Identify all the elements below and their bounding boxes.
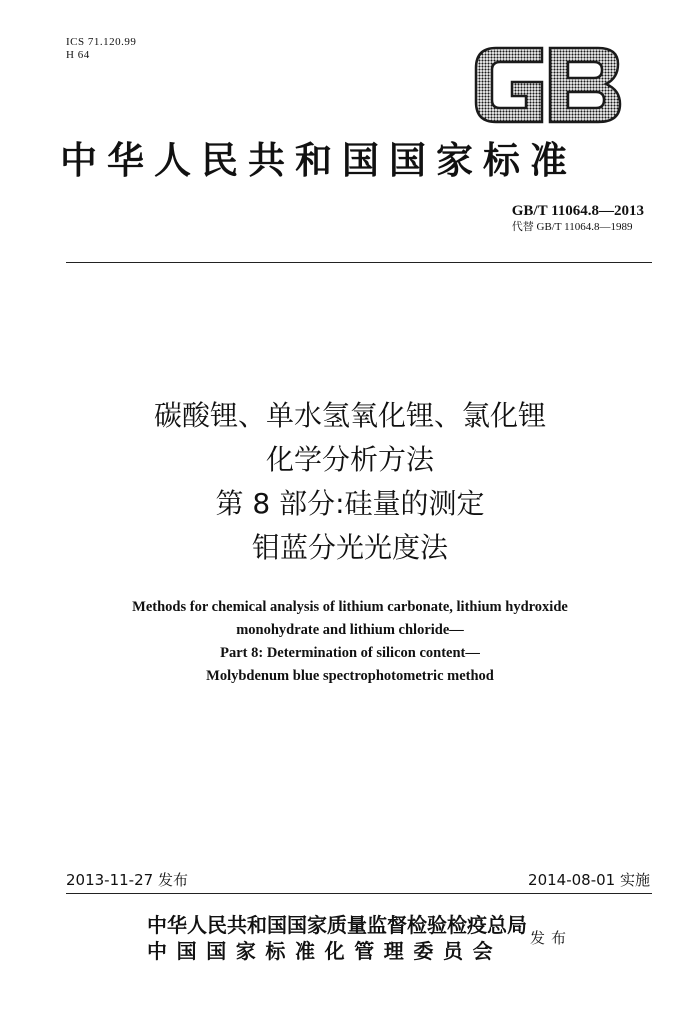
chinese-title-line-3: 第 8 部分:硅量的测定 <box>215 487 485 520</box>
issuing-authorities <box>147 912 527 964</box>
english-title-line-3: Part 8: Determination of silicon content— <box>220 645 480 661</box>
english-title-line-1: Methods for chemical analysis of lithium carbonate, lithium hydroxide <box>132 599 568 615</box>
national-standard-heading: 中华人民共和国国家标准 <box>60 138 577 182</box>
standard-number: GB/T 11064.8—2013 <box>511 203 644 219</box>
standard-number-block <box>512 202 644 234</box>
implementation-date: 2014-08-01 实施 <box>528 871 650 889</box>
english-title-line-4: Molybdenum blue spectrophotometric method <box>206 668 494 684</box>
issue-date: 2013-11-27 发布 <box>66 871 188 889</box>
english-title-line-2: monohydrate and lithium chloride— <box>236 622 464 638</box>
ccs-code: H 64 <box>66 49 90 61</box>
header-divider <box>66 262 652 263</box>
publish-label: 发布 <box>530 929 573 947</box>
chinese-title-line-4: 钼蓝分光光度法 <box>251 531 448 564</box>
authority-line-1: 中华人民共和国国家质量监督检验检疫总局 <box>147 913 527 937</box>
chinese-title <box>0 394 700 570</box>
gb-logo <box>472 44 624 126</box>
authority-line-2: 中国国家标准化管理委员会 <box>147 939 503 963</box>
replaced-standard: 代替 GB/T 11064.8—1989 <box>511 221 633 233</box>
chinese-title-line-1: 碳酸锂、单水氢氧化锂、氯化锂 <box>153 399 546 432</box>
ics-code: ICS 71.120.99 <box>66 36 137 48</box>
chinese-title-line-2: 化学分析方法 <box>265 443 434 476</box>
classification-codes <box>66 36 136 62</box>
english-title <box>0 596 700 688</box>
footer-divider <box>66 893 652 894</box>
